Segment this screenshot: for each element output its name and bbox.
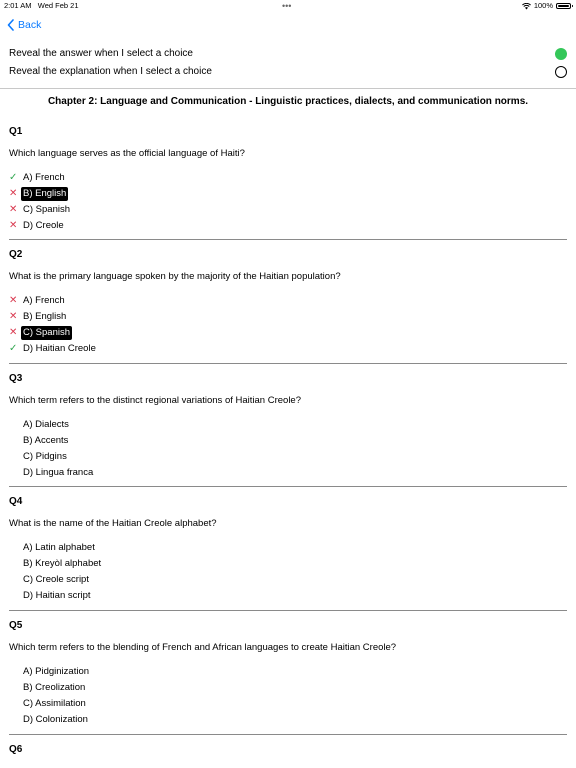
answer-choice[interactable] xyxy=(9,325,567,341)
choice-label: D) Haitian Creole xyxy=(23,343,96,354)
question-text: Which term refers to the blending of French and African languages to create Haitian Creole? xyxy=(9,642,397,653)
question-divider xyxy=(9,239,567,240)
battery-icon xyxy=(556,3,571,9)
answer-choice[interactable] xyxy=(9,202,567,218)
reveal-answer-toggle[interactable] xyxy=(555,48,567,60)
choice-list xyxy=(9,664,567,728)
checkmark-icon: ✓ xyxy=(9,172,18,183)
answer-choice[interactable] xyxy=(9,218,567,234)
back-button[interactable] xyxy=(7,17,41,33)
question-number: Q5 xyxy=(9,620,23,631)
answer-choice[interactable] xyxy=(9,417,567,433)
question-text: What is the primary language spoken by the majority of the Haitian population? xyxy=(9,271,341,282)
question-block-4 xyxy=(9,495,567,604)
cross-icon: ✕ xyxy=(9,220,18,231)
answer-choice[interactable] xyxy=(9,696,567,712)
question-block-2 xyxy=(9,248,567,357)
cross-icon: ✕ xyxy=(9,204,18,215)
question-block-1 xyxy=(9,125,567,234)
battery-fill xyxy=(558,5,569,7)
choice-label: C) Spanish xyxy=(23,204,70,215)
battery-percent: 100% xyxy=(533,1,553,10)
cross-icon: ✕ xyxy=(9,295,18,306)
answer-choice[interactable] xyxy=(9,556,567,572)
choice-list xyxy=(9,170,567,234)
answer-choice[interactable] xyxy=(9,588,567,604)
answer-choice[interactable] xyxy=(9,540,567,556)
choice-label: D) Creole xyxy=(23,220,64,231)
choice-label: C) Assimilation xyxy=(23,698,86,709)
question-divider xyxy=(9,486,567,487)
choice-label: D) Lingua franca xyxy=(23,467,94,478)
choice-label: B) Kreyòl alphabet xyxy=(23,558,102,569)
choice-list xyxy=(9,540,567,604)
choice-list xyxy=(9,417,567,481)
status-date: Wed Feb 21 xyxy=(37,1,79,10)
choice-label: B) Creolization xyxy=(23,682,86,693)
answer-choice[interactable] xyxy=(9,712,567,728)
question-block-5 xyxy=(9,619,567,728)
answer-choice[interactable] xyxy=(9,170,567,186)
answer-choice[interactable] xyxy=(9,293,567,309)
question-divider xyxy=(9,734,567,735)
choice-label: A) French xyxy=(23,295,65,306)
choice-label: A) French xyxy=(23,172,65,183)
chevron-left-icon xyxy=(7,19,14,31)
reveal-explanation-toggle[interactable] xyxy=(555,66,567,78)
answer-choice[interactable] xyxy=(9,449,567,465)
cross-icon: ✕ xyxy=(9,327,18,338)
answer-choice[interactable] xyxy=(9,186,567,202)
status-indicators xyxy=(522,0,571,12)
reveal-answer-row[interactable] xyxy=(9,46,567,62)
answer-choice[interactable] xyxy=(9,309,567,325)
back-label: Back xyxy=(18,19,42,31)
choice-label: D) Colonization xyxy=(23,714,88,725)
question-text: What is the name of the Haitian Creole alphabet? xyxy=(9,518,217,529)
answer-choice[interactable] xyxy=(9,465,567,481)
checkmark-icon: ✓ xyxy=(9,343,18,354)
question-number: Q3 xyxy=(9,373,23,384)
answer-choice[interactable] xyxy=(9,341,567,357)
choice-label: B) English xyxy=(23,311,67,322)
answer-choice[interactable] xyxy=(9,433,567,449)
reveal-answer-label: Reveal the answer when I select a choice xyxy=(9,48,193,59)
choice-label: A) Pidginization xyxy=(23,666,90,677)
question-divider xyxy=(9,610,567,611)
settings-divider xyxy=(0,88,576,89)
question-text: Which term refers to the distinct regional variations of Haitian Creole? xyxy=(9,395,301,406)
question-number: Q1 xyxy=(9,126,23,137)
chapter-title: Chapter 2: Language and Communication - Linguistic practices, dialects, and communication norms. xyxy=(47,96,529,107)
status-bar xyxy=(0,0,576,12)
choice-list xyxy=(9,293,567,357)
multitasking-dots-icon[interactable]: ••• xyxy=(282,1,292,11)
status-time xyxy=(4,0,79,12)
reveal-explanation-label: Reveal the explanation when I select a choice xyxy=(9,66,212,77)
choice-label: A) Latin alphabet xyxy=(23,542,95,553)
reveal-explanation-row[interactable] xyxy=(9,64,567,80)
wifi-icon xyxy=(522,3,531,10)
question-block-6 xyxy=(9,743,567,757)
cross-icon: ✕ xyxy=(9,188,18,199)
question-number: Q4 xyxy=(9,496,23,507)
choice-label: A) Dialects xyxy=(23,419,69,430)
question-text: Which language serves as the official language of Haiti? xyxy=(9,148,245,159)
question-block-3 xyxy=(9,372,567,481)
choice-label: D) Haitian script xyxy=(23,590,91,601)
question-divider xyxy=(9,363,567,364)
choice-label: B) English xyxy=(23,188,67,199)
question-number: Q6 xyxy=(9,744,23,755)
choice-label: C) Spanish xyxy=(23,327,70,338)
answer-choice[interactable] xyxy=(9,680,567,696)
cross-icon: ✕ xyxy=(9,311,18,322)
answer-choice[interactable] xyxy=(9,664,567,680)
choice-label: B) Accents xyxy=(23,435,69,446)
question-number: Q2 xyxy=(9,249,23,260)
status-clock: 2:01 AM xyxy=(4,1,32,10)
answer-choice[interactable] xyxy=(9,572,567,588)
choice-label: C) Pidgins xyxy=(23,451,67,462)
choice-label: C) Creole script xyxy=(23,574,89,585)
